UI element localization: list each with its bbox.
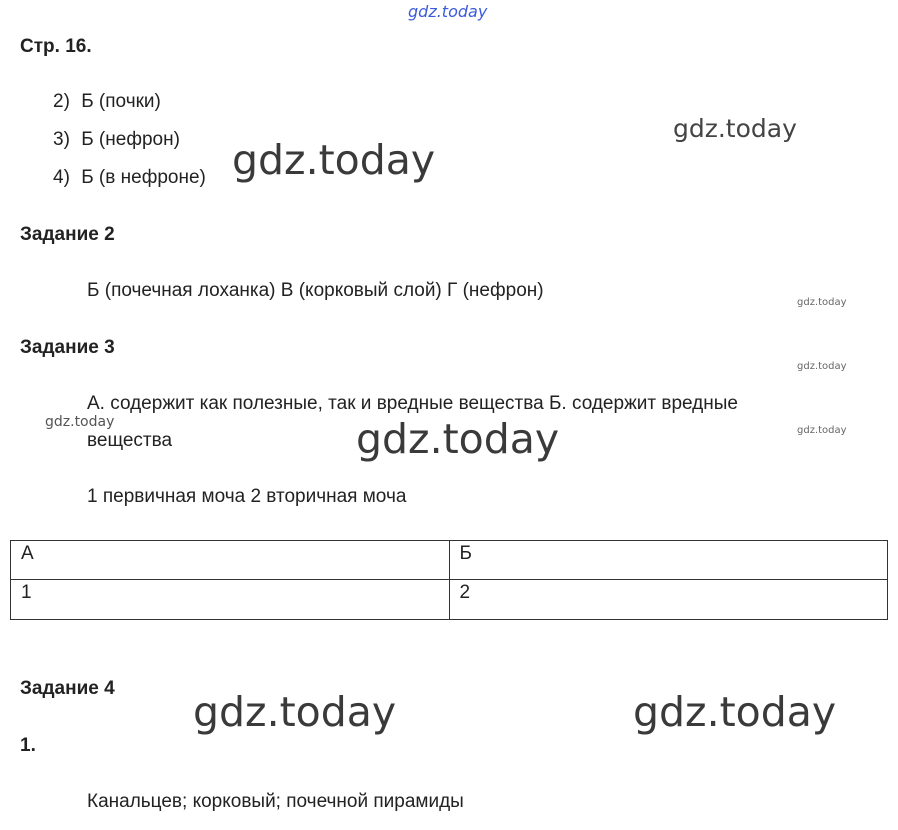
watermark: gdz.today [673,114,797,143]
task2-text: Б (почечная лоханка) В (корковый слой) Г (нефрон) [87,280,544,301]
answer-text: Б (почки) [81,91,161,112]
table-cell: Б [449,541,888,580]
table-row [11,580,888,620]
answer-text: Б (в нефроне) [81,167,206,188]
answer-number: 4) [53,167,70,188]
task3-line1: А. содержит как полезные, так и вредные вещества Б. содержит вредные [87,393,738,414]
task4-heading: Задание 4 [20,678,115,699]
table-row [11,541,888,580]
task3-line3: 1 первичная моча 2 вторичная моча [87,486,407,507]
watermark: gdz.today [45,414,115,430]
answer-item [53,167,206,189]
table-cell: 1 [11,580,450,620]
page-heading: Стр. 16. [20,36,92,57]
task2-heading: Задание 2 [20,224,115,245]
answer-table [10,540,888,620]
watermark: gdz.today [797,361,847,372]
task4-subheading: 1. [20,735,36,756]
watermark: gdz.today [797,297,847,308]
watermark: gdz.today [232,136,436,184]
answer-number: 3) [53,129,70,150]
task4-text: Канальцев; корковый; почечной пирамиды [87,791,464,812]
answer-item [53,91,161,113]
table-cell: А [11,541,450,580]
table-cell: 2 [449,580,888,620]
watermark: gdz.today [193,688,397,736]
watermark: gdz.today [797,425,847,436]
answer-number: 2) [53,91,70,112]
answer-text: Б (нефрон) [81,129,180,150]
answer-item [53,129,180,151]
watermark: gdz.today [633,688,837,736]
task3-line2: вещества [87,430,173,451]
watermark-top: gdz.today [408,2,488,21]
task3-heading: Задание 3 [20,337,115,358]
watermark: gdz.today [356,415,560,463]
